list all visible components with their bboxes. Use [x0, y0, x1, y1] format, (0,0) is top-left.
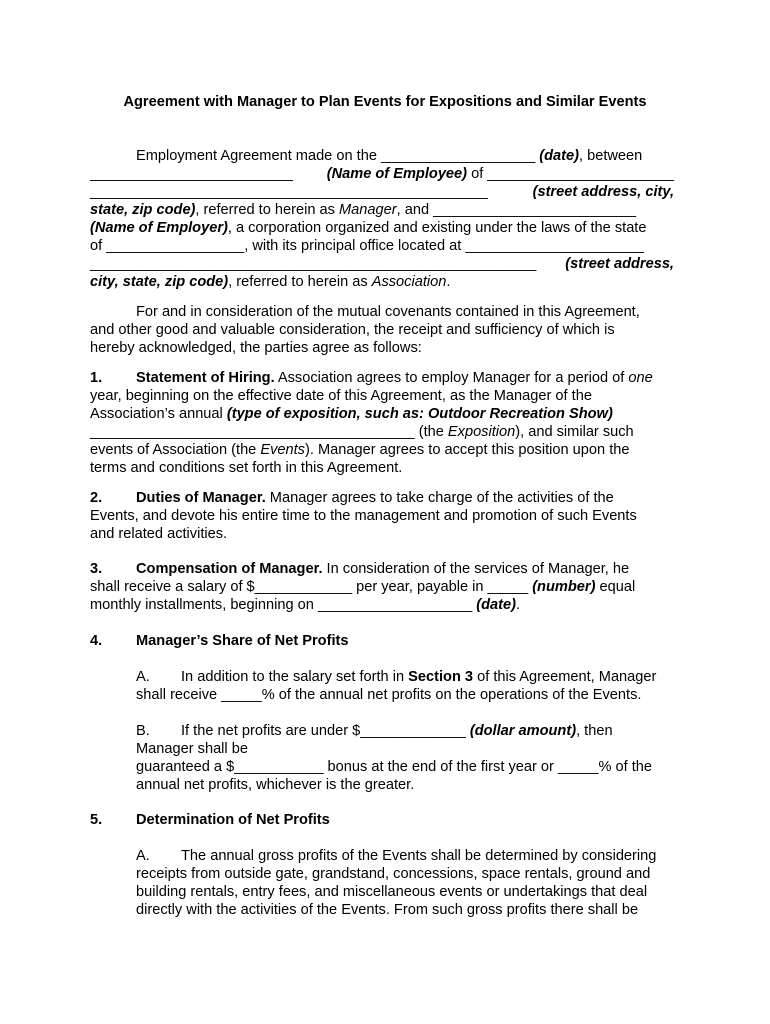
intro-paragraph: [90, 147, 674, 291]
intro-line: city, state, zip code), referred to herein as Association.: [90, 274, 451, 290]
section-4-heading: [90, 632, 674, 650]
section-1-line: events of Association (the Events). Manager agrees to accept this position upon the: [90, 442, 630, 458]
intro-line: _________________________ (Name of Employee) of _______________________: [90, 166, 674, 182]
consideration-paragraph: [90, 303, 674, 357]
section-number: 2.: [90, 490, 103, 506]
section-5-a-line: A. The annual gross profits of the Events shall be determined by considering: [136, 848, 657, 864]
section-heading: Statement of Hiring.: [136, 370, 275, 386]
section-number: 4.: [90, 633, 103, 649]
section-2-line: Events, and devote his entire time to the management and promotion of such Events: [90, 508, 637, 524]
section-heading: Duties of Manager.: [136, 490, 266, 506]
section-number: 3.: [90, 561, 103, 577]
consideration-line: For and in consideration of the mutual covenants contained in this Agreement,: [136, 304, 640, 320]
section-5-line: [90, 811, 674, 829]
section-5-a-line: directly with the activities of the Events. From such gross profits there shall be: [136, 902, 639, 918]
section-5-heading: [90, 811, 674, 829]
section-5-a-line: building rentals, entry fees, and miscellaneous events or undertakings that deal: [136, 884, 648, 900]
section-5-a-line: receipts from outside gate, grandstand, concessions, space rentals, ground and: [136, 866, 651, 882]
section-1: [90, 369, 674, 477]
section-3: [90, 560, 674, 614]
section-1-line: year, beginning on the effective date of this Agreement, as the Manager of the: [90, 388, 592, 404]
intro-line: _______________________________________________________ (street address,: [90, 256, 674, 272]
section-number: 1.: [90, 370, 103, 386]
section-4-b-line: annual net profits, whichever is the greater.: [136, 777, 415, 793]
section-4-a: [136, 668, 674, 704]
intro-line: _________________________________________________ (street address, city,: [90, 184, 674, 200]
subsection-label: A.: [136, 848, 150, 864]
section-3-line: 3. Compensation of Manager. In consideration of the services of Manager, he: [90, 561, 630, 577]
consideration-line: hereby acknowledged, the parties agree as follows:: [90, 340, 422, 356]
section-1-line: 1. Statement of Hiring. Association agrees to employ Manager for a period of one: [90, 370, 653, 386]
section-4-line: [90, 632, 674, 650]
consideration-line: and other good and valuable consideration, the receipt and sufficiency of which is: [90, 322, 615, 338]
section-heading: Determination of Net Profits: [136, 812, 330, 828]
section-3-line: monthly installments, beginning on ___________________ (date).: [90, 597, 521, 613]
section-heading: Manager’s Share of Net Profits: [136, 633, 349, 649]
section-number: 5.: [90, 812, 103, 828]
subsection-label: A.: [136, 669, 150, 685]
section-4-b-line: guaranteed a $___________ bonus at the end of the first year or _____% of the: [136, 759, 653, 775]
intro-line: (Name of Employer), a corporation organized and existing under the laws of the state: [90, 220, 647, 236]
section-4-a-line: shall receive _____% of the annual net profits on the operations of the Events.: [136, 687, 642, 703]
section-5-a: [136, 847, 674, 919]
section-1-line: terms and conditions set forth in this Agreement.: [90, 460, 403, 476]
subsection-label: B.: [136, 723, 150, 739]
section-2-line: and related activities.: [90, 526, 228, 542]
intro-line: Employment Agreement made on the ___________________ (date), between: [136, 148, 643, 164]
section-4-b-line: Manager shall be: [136, 741, 248, 757]
section-1-line: Association’s annual (type of exposition, such as: Outdoor Recreation Show): [90, 406, 613, 422]
section-2-line: 2. Duties of Manager. Manager agrees to take charge of the activities of the: [90, 490, 614, 506]
section-2: [90, 489, 674, 543]
section-1-line: ________________________________________ (the Exposition), and similar such: [90, 424, 634, 440]
section-4-b-line: B. If the net profits are under $_____________ (dollar amount), then: [136, 723, 613, 739]
intro-line: of _________________, with its principal office located at ______________________: [90, 238, 644, 254]
intro-line: state, zip code), referred to herein as Manager, and _________________________: [90, 202, 637, 218]
section-heading: Compensation of Manager.: [136, 561, 323, 577]
section-4-b: [136, 722, 674, 794]
document-title: Agreement with Manager to Plan Events for Expositions and Similar Events: [123, 94, 647, 110]
section-3-line: shall receive a salary of $____________ per year, payable in _____ (number) equal: [90, 579, 636, 595]
section-4-a-line: A. In addition to the salary set forth in Section 3 of this Agreement, Manager: [136, 669, 657, 685]
